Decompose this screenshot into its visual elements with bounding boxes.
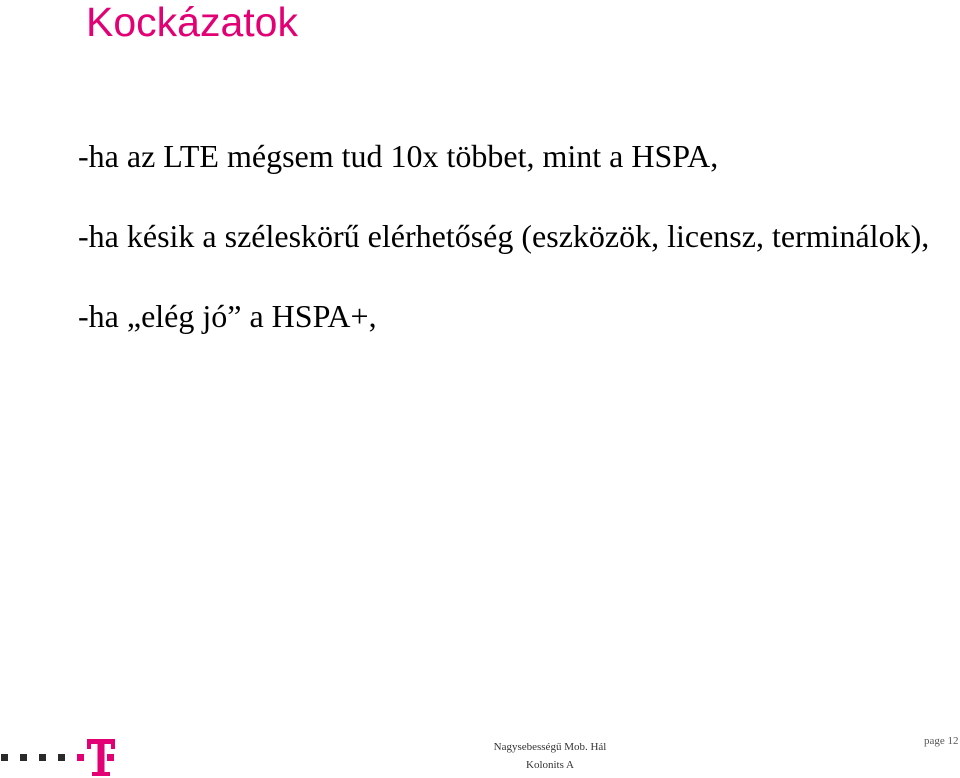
footer-course: Nagysebességű Mob. Hál [493,741,607,753]
page-number: page 12 [924,735,959,747]
bullet-item: -ha az LTE mégsem tud 10x többet, mint a HSPA, [78,138,719,174]
footer-author: Kolonits A [526,759,574,771]
bullet-item: -ha késik a széleskörű elérhetőség (eszközök, licensz, terminálok), [78,218,930,254]
footer-course-info [493,738,607,774]
bullet-item: -ha „elég jó” a HSPA+, [78,298,377,334]
bullet-list [78,136,938,336]
telekom-logo-icon [0,736,120,778]
slide-title: Kockázatok [86,0,298,45]
